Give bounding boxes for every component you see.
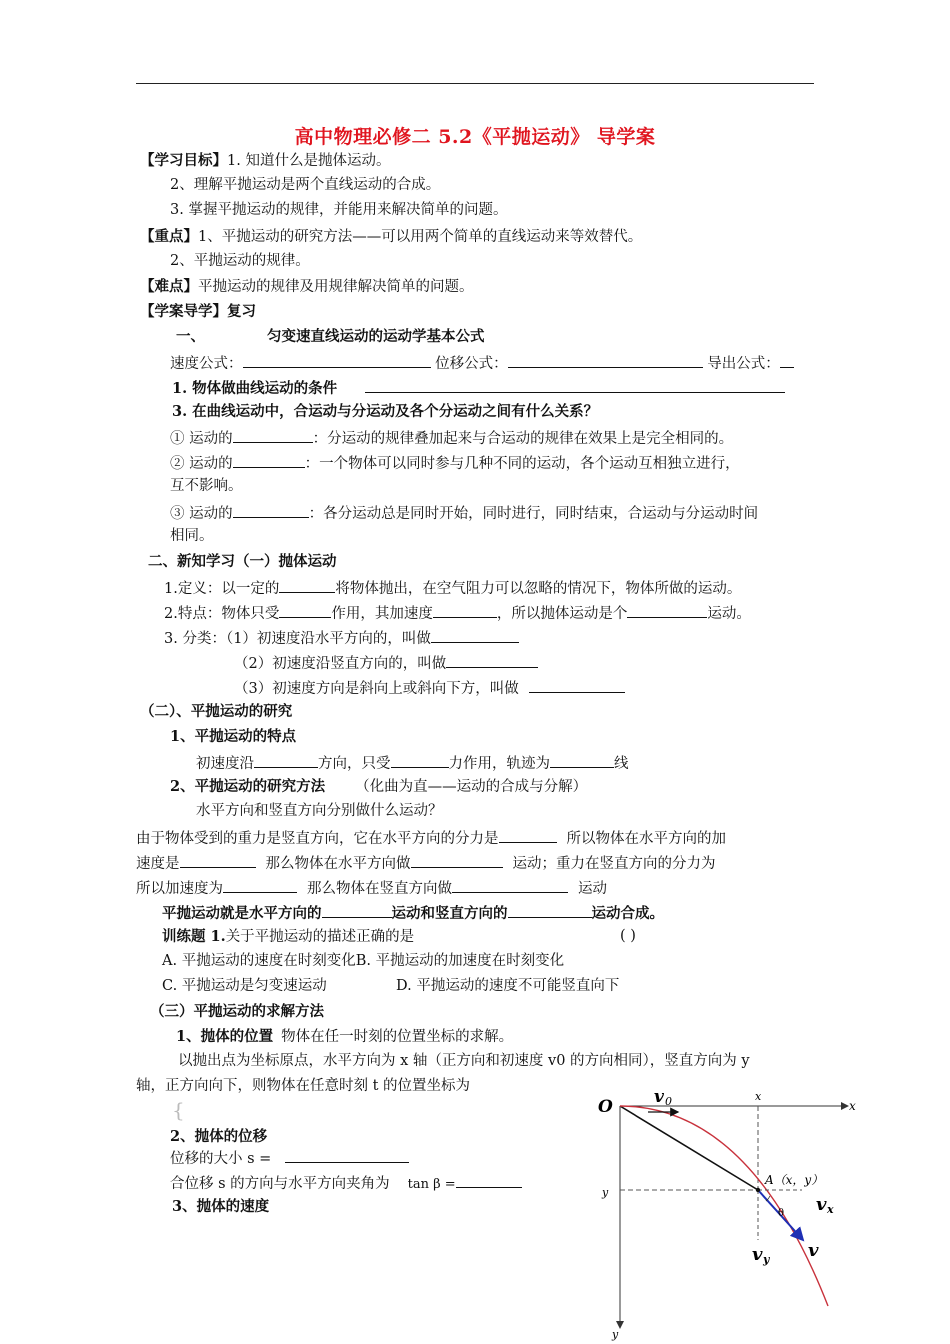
- study-text-1: [136, 828, 726, 848]
- new-feat-blank-3[interactable]: [627, 603, 707, 618]
- review-section-1: [176, 328, 485, 345]
- v0-label: v: [654, 1087, 664, 1107]
- review-p1: [170, 428, 733, 448]
- derived-formula-blank[interactable]: [780, 353, 794, 368]
- exercise-answer-paren[interactable]: ( ): [620, 928, 636, 944]
- solve-velocity-heading: 3、抛体的速度: [172, 1198, 270, 1215]
- review-p1-a: ① 运动的: [170, 431, 233, 447]
- goal-2: 2、理解平抛运动是两个直线运动的合成。: [170, 177, 441, 193]
- study-heading: （二）、平抛运动的研究: [140, 703, 293, 720]
- review-p2-b: ：一个物体可以同时参与几种不同的运动，各个运动互相独立进行，: [304, 456, 740, 472]
- review-p2-c: 互不影响。: [170, 478, 243, 494]
- study-t3b: 那么物体在竖直方向做: [307, 881, 452, 897]
- new-feat-d: 运动。: [707, 606, 751, 622]
- study-t3-blank-1[interactable]: [223, 878, 297, 893]
- review-p1-b: ：分运动的规律叠加起来与合运动的规律在效果上是完全相同的。: [312, 431, 734, 447]
- goals-line-1: [140, 152, 390, 170]
- study-t3-blank-2[interactable]: [452, 878, 568, 893]
- x-top-label: x: [755, 1090, 762, 1103]
- solve-disp-1-text: 位移的大小 s =: [170, 1151, 272, 1167]
- review-p3: [170, 503, 758, 523]
- review-p3-c: 相同。: [170, 528, 214, 544]
- exercise-question: 关于平抛运动的描述正确的是: [225, 929, 415, 945]
- derived-formula-label: 导出公式：: [707, 356, 780, 372]
- goal-1: 1. 知道什么是抛体运动。: [227, 153, 391, 169]
- study-t2b: 那么物体在水平方向做: [265, 856, 411, 872]
- study-t2-blank-2[interactable]: [411, 853, 503, 868]
- position-brace: {: [172, 1098, 185, 1122]
- solve-disp-2-text: 合位移 s 的方向与水平方向夹角为: [170, 1176, 390, 1192]
- new-def-b: 将物体抛出，在空气阻力可以忽略的情况下，物体所做的运动。: [335, 581, 742, 597]
- review-q1-line: [172, 378, 785, 397]
- review-p3-b: ：各分运动总是同时开始，同时进行，同时结束，合运动与分运动时间: [308, 506, 759, 522]
- exercise-option-b[interactable]: B. 平抛运动的加速度在时刻变化: [355, 953, 565, 969]
- solve-disp-heading: 2、抛体的位移: [170, 1128, 268, 1145]
- study-t3a: 所以加速度为: [136, 881, 223, 897]
- hard-line: [140, 278, 474, 296]
- study-t1b: 所以物体在水平方向的加: [566, 831, 726, 847]
- study-sum-c: 运动合成。: [591, 905, 664, 922]
- study-summary: [162, 903, 664, 922]
- review-s1-number: 一、: [176, 328, 205, 345]
- solve-disp-2: [170, 1173, 522, 1193]
- study-sum-blank-1[interactable]: [322, 903, 392, 918]
- new-class-3-blank[interactable]: [529, 678, 625, 693]
- hard-heading: 【难点】: [140, 278, 198, 295]
- solve-position-1: 以抛出点为坐标原点，水平方向为 x 轴（正方向和初速度 v0 的方向相同），竖直方向为 y: [178, 1053, 750, 1069]
- study-f4: 线: [614, 756, 629, 772]
- study-f-blank-1[interactable]: [254, 753, 318, 768]
- review-p3-a: ③ 运动的: [170, 506, 233, 522]
- study-f3: 力作用，轨迹为: [448, 756, 550, 772]
- projectile-diagram: [590, 1070, 870, 1344]
- review-q1: 1. 物体做曲线运动的条件: [172, 380, 338, 397]
- review-p2-a: ② 运动的: [170, 456, 233, 472]
- solve-position-note: 物体在任一时刻的位置坐标的求解。: [281, 1029, 514, 1045]
- study-feature-heading: 1、平抛运动的特点: [170, 728, 297, 745]
- solve-position-heading: 1、抛体的位置: [176, 1028, 274, 1045]
- y-axis-label: y: [612, 1328, 619, 1341]
- trajectory-curve: [620, 1106, 828, 1306]
- point-a-dot: [756, 1188, 760, 1192]
- new-def-blank[interactable]: [279, 578, 335, 593]
- guide-heading: 【学案导学】: [140, 303, 227, 320]
- displacement-line: [620, 1106, 758, 1190]
- solve-position-2: 轴，正方向向下，则物体在任意时刻 t 的位置坐标为: [136, 1078, 471, 1094]
- new-feat-b: 作用，其加速度: [331, 606, 433, 622]
- formula-line: [170, 353, 794, 373]
- new-class-1-blank[interactable]: [431, 628, 519, 643]
- new-class-2-text: （2）初速度沿竖直方向的，叫做: [234, 656, 447, 672]
- disp-formula-label: 位移公式：: [435, 356, 508, 372]
- key-2: 2、平抛运动的规律。: [170, 253, 310, 269]
- exercise-line: [162, 928, 414, 946]
- new-class-3-text: （3）初速度方向是斜向上或斜向下方，叫做: [234, 681, 519, 697]
- speed-formula-blank[interactable]: [243, 353, 431, 368]
- solve-tan-label: tan β =: [407, 1177, 456, 1192]
- solve-heading: （三）平抛运动的求解方法: [150, 1003, 324, 1020]
- study-f-blank-2[interactable]: [391, 753, 449, 768]
- new-heading: 二、新知学习（一）抛体运动: [148, 553, 337, 570]
- new-feature: [164, 603, 751, 623]
- speed-formula-label: 速度公式：: [170, 356, 243, 372]
- new-feat-blank-1[interactable]: [279, 603, 331, 618]
- review-p3-blank[interactable]: [233, 503, 309, 518]
- v0-sub-label: 0: [665, 1095, 672, 1108]
- review-q1-blank[interactable]: [365, 378, 785, 393]
- study-method-question: 水平方向和竖直方向分别做什么运动？: [196, 803, 443, 819]
- disp-formula-blank[interactable]: [508, 353, 703, 368]
- theta-label: θ: [778, 1208, 785, 1219]
- study-t3c: 运动: [578, 881, 607, 897]
- exercise-option-a[interactable]: A. 平抛运动的速度在时刻变化: [162, 953, 356, 969]
- v-label: v: [808, 1240, 819, 1261]
- vx-sub-label: x: [827, 1203, 834, 1216]
- study-f-blank-3[interactable]: [550, 753, 614, 768]
- guide-line: [140, 303, 256, 320]
- solve-position-line: [176, 1028, 513, 1046]
- key-heading: 【重点】: [140, 228, 198, 245]
- exercise-option-d[interactable]: D. 平抛运动的速度不可能竖直向下: [396, 978, 620, 994]
- y-left-label: y: [602, 1186, 609, 1199]
- vx-label: v: [816, 1194, 827, 1215]
- study-sum-blank-2[interactable]: [508, 903, 592, 918]
- exercise-options-ab: [162, 953, 564, 970]
- study-method-line: [170, 778, 587, 796]
- hard-1: 平抛运动的规律及用规律解决简单的问题。: [198, 279, 474, 295]
- header-rule: [136, 83, 814, 84]
- new-definition: [164, 578, 741, 598]
- study-sum-b: 运动和竖直方向的: [391, 905, 508, 922]
- review-p1-blank[interactable]: [233, 428, 313, 443]
- study-sum-a: 平抛运动就是水平方向的: [162, 905, 322, 922]
- new-class-2-blank[interactable]: [446, 653, 538, 668]
- review-q3: 3. 在曲线运动中，合运动与分运动及各个分运动之间有什么关系？: [172, 403, 599, 420]
- goal-3: 3. 掌握平抛运动的规律，并能用来解决简单的问题。: [170, 202, 508, 218]
- review-s1-title: 匀变速直线运动的运动学基本公式: [267, 328, 485, 345]
- vy-label: v: [752, 1244, 763, 1265]
- origin-label: O: [598, 1097, 613, 1117]
- new-class-1-text: 3. 分类：（1）初速度沿水平方向的，叫做: [164, 631, 431, 647]
- goals-heading: 【学习目标】: [140, 152, 227, 169]
- study-feature-line: [196, 753, 629, 773]
- new-feat-c: ，所以抛体运动是个: [496, 606, 628, 622]
- study-t2a: 速度是: [136, 856, 180, 872]
- exercise-label: 训练题 1.: [162, 928, 226, 945]
- study-text-2: [136, 853, 716, 873]
- study-method-note: （化曲为直——运动的合成与分解）: [355, 779, 588, 795]
- new-feat-blank-2[interactable]: [433, 603, 497, 618]
- key-line-1: [140, 228, 642, 246]
- study-method-heading: 2、平抛运动的研究方法: [170, 778, 326, 795]
- exercise-option-c[interactable]: C. 平抛运动是匀变速运动: [162, 978, 327, 994]
- review-p2-blank[interactable]: [233, 453, 305, 468]
- solve-disp-1: [170, 1148, 409, 1168]
- study-f2: 方向，只受: [318, 756, 391, 772]
- study-text-3: [136, 878, 607, 898]
- page-title: 高中物理必修二 5.2《平抛运动》 导学案: [294, 126, 656, 148]
- new-class-2: [234, 653, 538, 673]
- solve-tan-blank[interactable]: [456, 1173, 522, 1188]
- x-axis-label: x: [849, 1099, 856, 1113]
- study-t2-blank-1[interactable]: [180, 853, 256, 868]
- study-f1: 初速度沿: [196, 756, 254, 772]
- study-t1-blank[interactable]: [499, 828, 557, 843]
- key-1: 1、平抛运动的研究方法——可以用两个简单的直线运动来等效替代。: [198, 229, 643, 245]
- vy-sub-label: y: [763, 1253, 770, 1266]
- review-p2: [170, 453, 740, 473]
- new-class-3: [234, 678, 625, 698]
- new-feat-a: 2.特点：物体只受: [164, 606, 280, 622]
- study-t2c: 运动；重力在竖直方向的分力为: [512, 856, 716, 872]
- new-class-1: [164, 628, 519, 648]
- point-a-label: A（x，y）: [765, 1173, 824, 1187]
- solve-disp-1-blank[interactable]: [285, 1148, 409, 1163]
- guide-tail: 复习: [227, 303, 256, 320]
- study-t1a: 由于物体受到的重力是竖直方向，它在水平方向的分力是: [136, 831, 499, 847]
- new-def-a: 1.定义：以一定的: [164, 581, 280, 597]
